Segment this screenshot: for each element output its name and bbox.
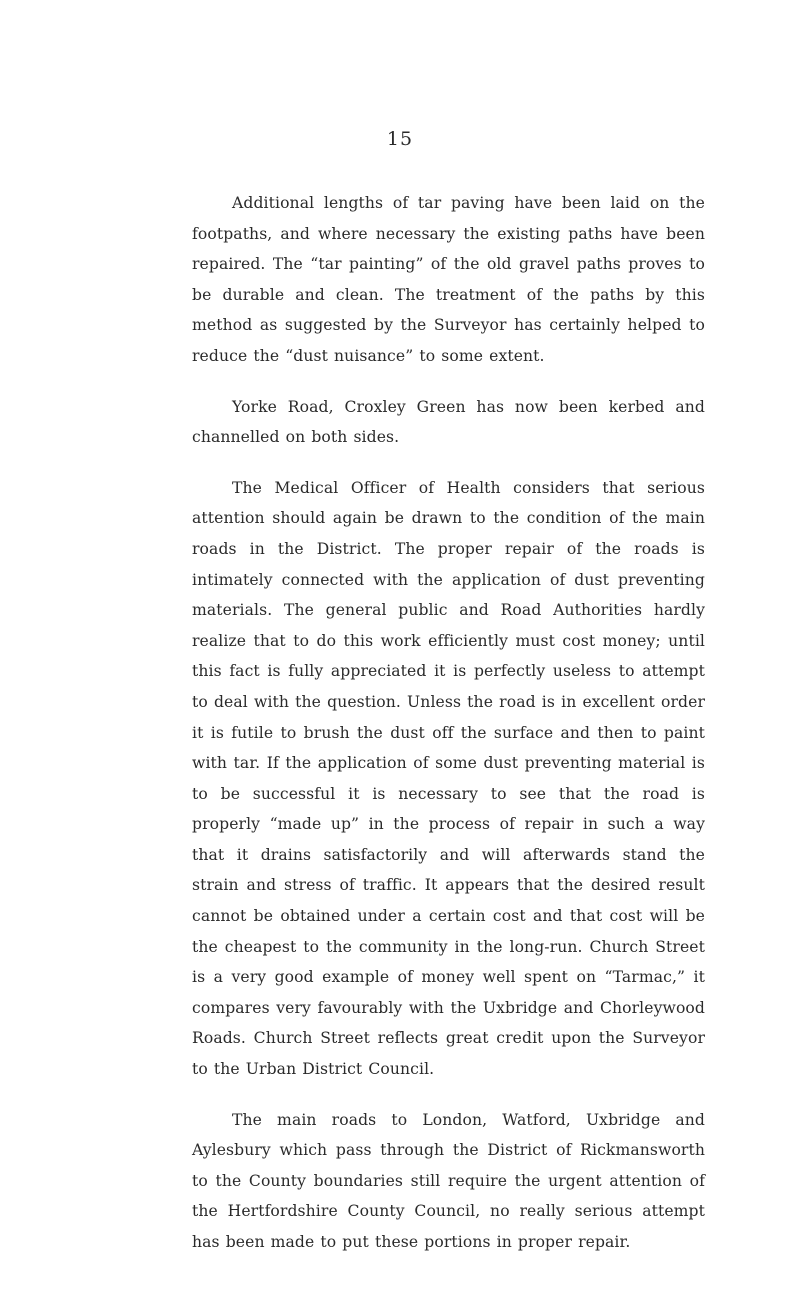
paragraph-main-roads-condition: The Medical Officer of Health considers that serious attention should again be drawn to the condition of the main roads in the District. The proper repair of the roads is intimately connected with the application of dust preventing materials. The general public and Road Authorities hardly realize that to do this work efficiently must cost money; until this fact is fully appreciated it is perfectly useless to attempt to deal with the question. Unless the road is in excellent order it is futile to brush the dust off the surface and then to paint with tar. If the application of some dust preventing material is to be successful it is necessary to see that the road is properly “made up” in the process of repair in such a way that it drains satisfactorily and will afterwards stand the strain and stress of traffic. It appears that the desired result cannot be obtained under a certain cost and that cost will be the cheapest to the community in the long-run. Church Street is a very good example of money well spent on “Tarmac,” it compares very favourably with the Uxbridge and Chorleywood Roads. Church Street reflects great credit upon the Surveyor to the Urban District Council.: [192, 478, 705, 1079]
paragraph-yorke-road: Yorke Road, Croxley Green has now been kerbed and channelled on both sides.: [192, 397, 705, 447]
paragraph-county-roads: The main roads to London, Watford, Uxbridge and Aylesbury which pass through the District of Rickmansworth to the County boundaries still require the urgent attention of the Hertfordshire County Council, no really serious attempt has been made to put these portions in proper repair.: [192, 1110, 705, 1251]
body-text: [192, 188, 705, 1278]
page-number: 15: [386, 128, 414, 150]
paragraph-tar-paving: Additional lengths of tar paving have been laid on the footpaths, and where necessary the existing paths have been repaired. The “tar painting” of the old gravel paths proves to be durable and clean. The treatment of the paths by this method as suggested by the Surveyor has certainly helped to reduce the “dust nuisance” to some extent.: [192, 194, 705, 365]
